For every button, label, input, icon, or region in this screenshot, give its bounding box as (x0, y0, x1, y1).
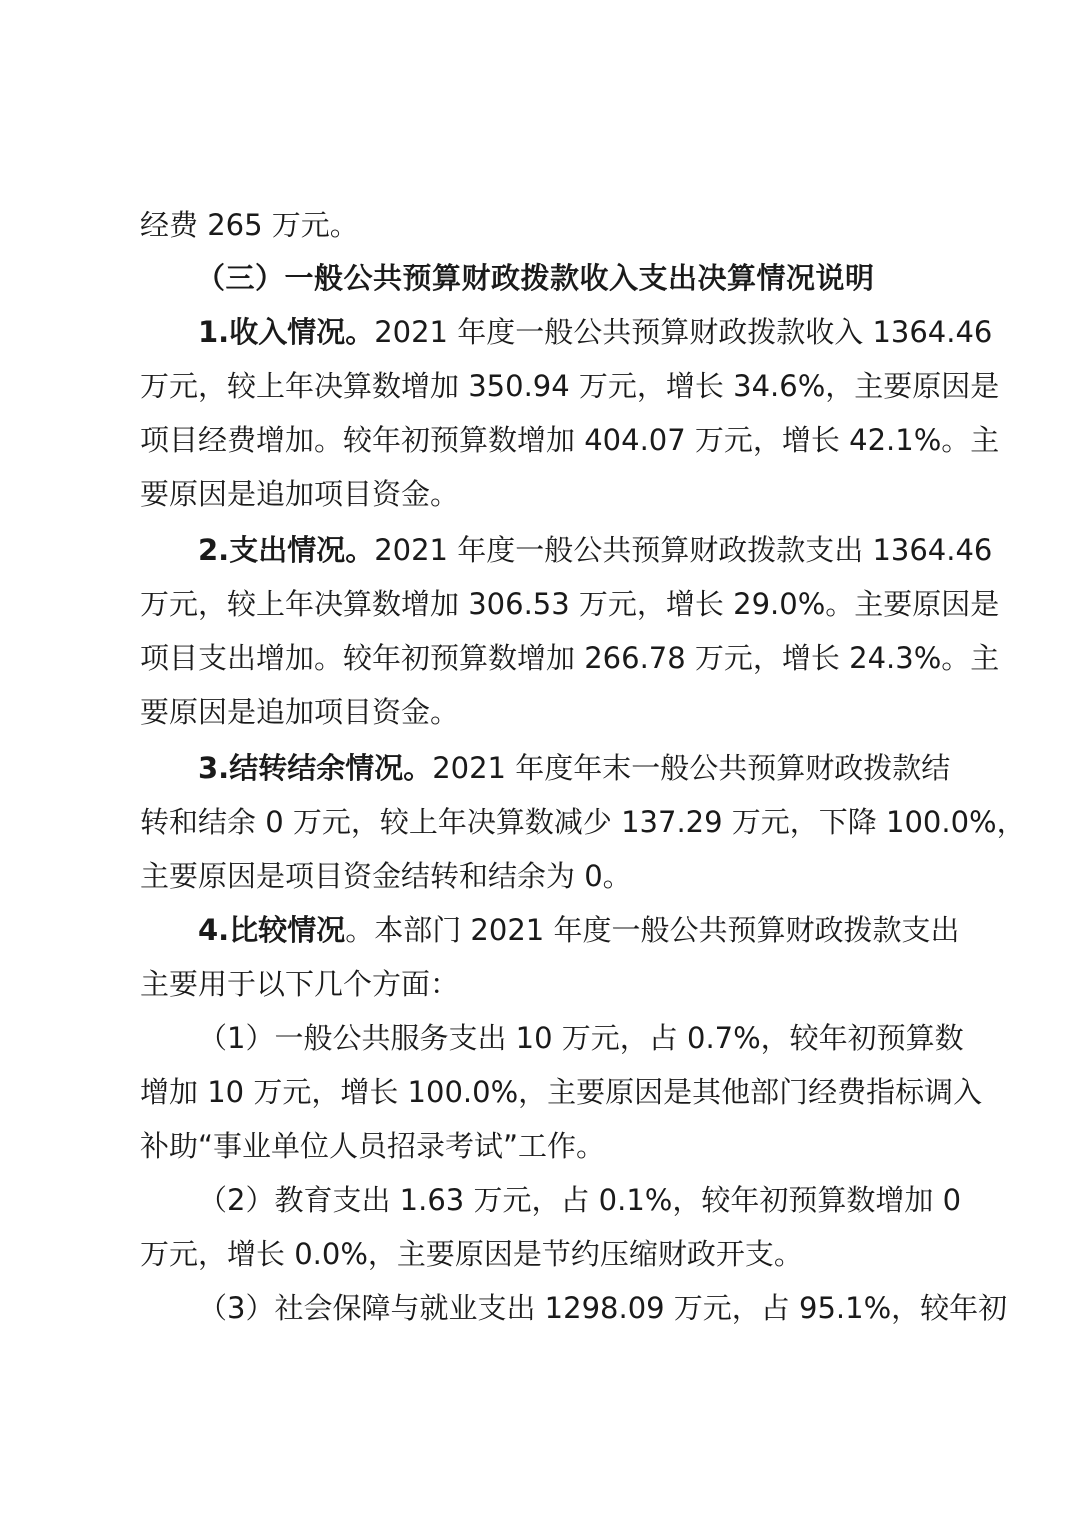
line-text: 转和结余 0 万元，较上年决算数减少 137.29 万元，下降 100.0%， (140, 805, 1026, 839)
line-text: 要原因是追加项目资金。 (140, 695, 460, 729)
paragraph-line (140, 848, 936, 904)
line-text: 项目支出增加。较年初预算数增加 266.78 万元，增长 24.3%。主 (140, 641, 1000, 675)
line-text: （3）社会保障与就业支出 1298.09 万元，占 95.1%，较年初 (198, 1291, 1008, 1325)
paragraph-line (140, 630, 1000, 686)
paragraph-line (140, 576, 1000, 632)
subheading-expenditure: 2.支出情况。 (198, 533, 375, 567)
line-text: 补助“事业单位人员招录考试”工作。 (140, 1129, 606, 1163)
paragraph-line (198, 1280, 1008, 1336)
subheading-income: 1.收入情况。 (198, 315, 375, 349)
paragraph-line (198, 740, 951, 796)
paragraph-line (140, 412, 1000, 468)
paragraph-line (198, 304, 993, 360)
line-text: （2）教育支出 1.63 万元，占 0.1%，较年初预算数增加 0 (198, 1183, 962, 1217)
paragraph-line (140, 1226, 936, 1282)
line-text: 万元，较上年决算数增加 350.94 万元，增长 34.6%，主要原因是 (140, 369, 1000, 403)
paragraph-line (140, 466, 936, 522)
paragraph-line (140, 1064, 983, 1120)
line-text: 2021 年度一般公共预算财政拨款收入 1364.46 (374, 315, 993, 349)
line-text: 主要用于以下几个方面： (140, 967, 460, 1001)
paragraph-line (140, 358, 1000, 414)
paragraph-line (198, 902, 960, 958)
paragraph-line (140, 684, 936, 740)
heading-text: （三）一般公共预算财政拨款收入支出决算情况说明 (196, 261, 875, 295)
line-text: 2021 年度年末一般公共预算财政拨款结 (432, 751, 951, 785)
line-text: 经费 265 万元。 (140, 208, 359, 242)
line-text: 主要原因是项目资金结转和结余为 0。 (140, 859, 632, 893)
line-text: 。本部门 2021 年度一般公共预算财政拨款支出 (345, 913, 960, 947)
paragraph-line (140, 794, 1026, 850)
line-text: 增加 10 万元，增长 100.0%，主要原因是其他部门经费指标调入 (140, 1075, 983, 1109)
subheading-comparison: 4.比较情况 (198, 913, 346, 947)
paragraph-line (140, 197, 936, 253)
subheading-carryover: 3.结转结余情况。 (198, 751, 433, 785)
paragraph-line (140, 956, 936, 1012)
paragraph-line (198, 1172, 962, 1228)
section-heading (196, 250, 936, 306)
line-text: （1）一般公共服务支出 10 万元，占 0.7%，较年初预算数 (198, 1021, 964, 1055)
line-text: 2021 年度一般公共预算财政拨款支出 1364.46 (374, 533, 993, 567)
line-text: 项目经费增加。较年初预算数增加 404.07 万元，增长 42.1%。主 (140, 423, 1000, 457)
line-text: 万元，增长 0.0%，主要原因是节约压缩财政开支。 (140, 1237, 803, 1271)
paragraph-line (140, 1118, 936, 1174)
paragraph-line (198, 522, 993, 578)
line-text: 万元，较上年决算数增加 306.53 万元，增长 29.0%。主要原因是 (140, 587, 1000, 621)
line-text: 要原因是追加项目资金。 (140, 477, 460, 511)
paragraph-line (198, 1010, 964, 1066)
